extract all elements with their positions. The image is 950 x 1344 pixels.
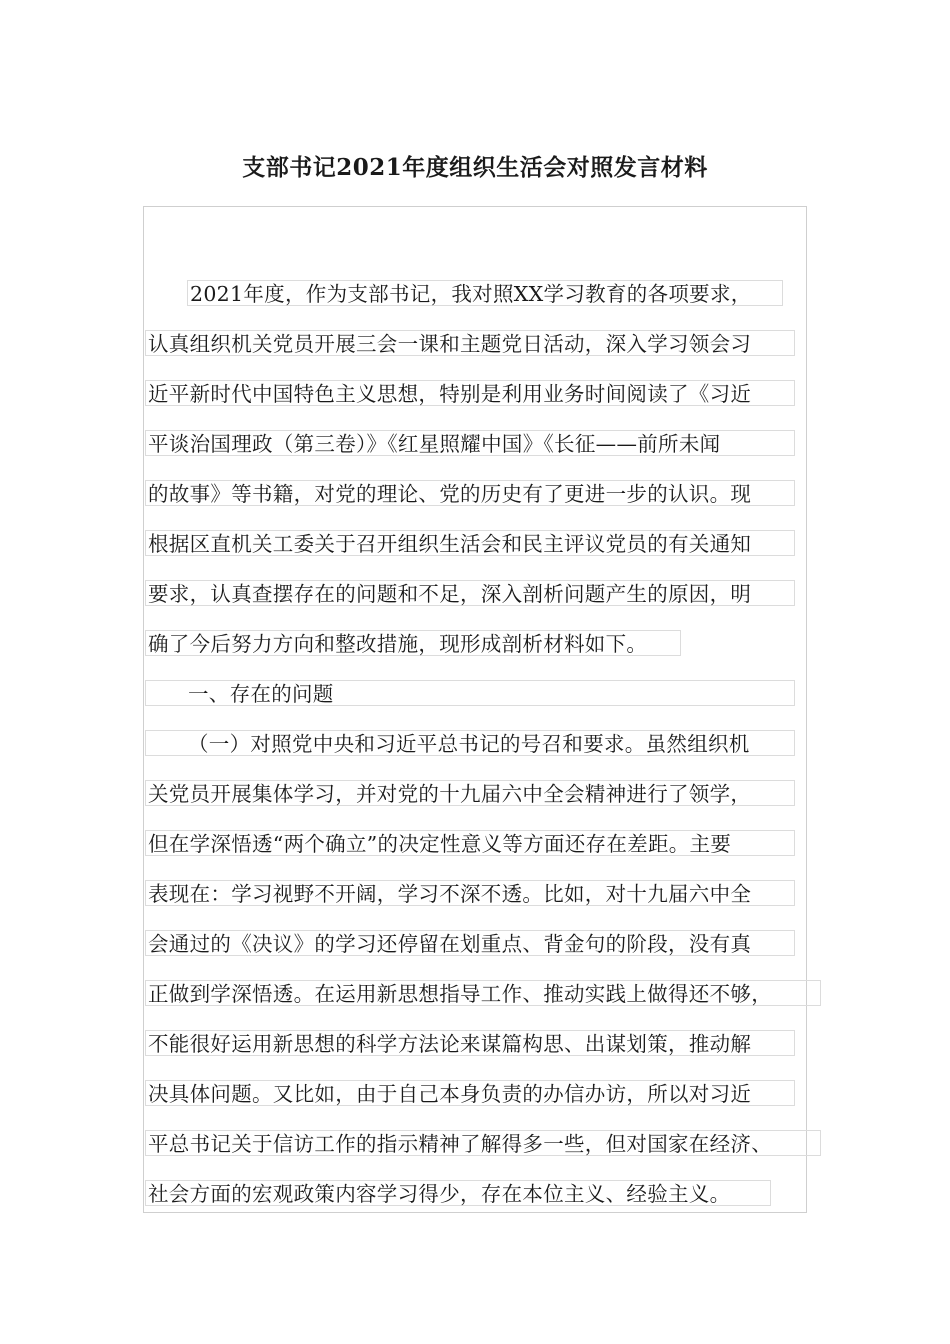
text-line: 表现在：学习视野不开阔，学习不深不透。比如，对十九届六中全 [145,880,795,906]
text-line: 会通过的《决议》的学习还停留在划重点、背金句的阶段，没有真 [145,930,795,956]
text-line: 2021年度，作为支部书记，我对照XX学习教育的各项要求， [187,280,783,306]
text-line: 关党员开展集体学习，并对党的十九届六中全会精神进行了领学， [145,780,795,806]
text-line: 要求，认真查摆存在的问题和不足，深入剖析问题产生的原因，明 [145,580,795,606]
text-line: 社会方面的宏观政策内容学习得少，存在本位主义、经验主义。 [145,1180,771,1206]
text-line: 的故事》等书籍，对党的理论、党的历史有了更进一步的认识。现 [145,480,795,506]
text-line: 平总书记关于信访工作的指示精神了解得多一些，但对国家在经济、 [145,1130,821,1156]
text-line: 近平新时代中国特色主义思想，特别是利用业务时间阅读了《习近 [145,380,795,406]
text-frame [143,206,807,1213]
text-line: 但在学深悟透“两个确立”的决定性意义等方面还存在差距。主要 [145,830,795,856]
text-line: 决具体问题。又比如，由于自己本身负责的办信办访，所以对习近 [145,1080,795,1106]
text-line: 平谈治国理政（第三卷）》《红星照耀中国》《长征——前所未闻 [145,430,795,456]
text-line: 根据区直机关工委关于召开组织生活会和民主评议党员的有关通知 [145,530,795,556]
section-heading: 一、存在的问题 [145,680,795,706]
text-line: （一）对照党中央和习近平总书记的号召和要求。虽然组织机 [145,730,795,756]
text-line: 正做到学深悟透。在运用新思想指导工作、推动实践上做得还不够， [145,980,821,1006]
text-line: 认真组织机关党员开展三会一课和主题党日活动，深入学习领会习 [145,330,795,356]
text-line: 不能很好运用新思想的科学方法论来谋篇构思、出谋划策，推动解 [145,1030,795,1056]
text-line: 确了今后努力方向和整改措施，现形成剖析材料如下。 [145,630,681,656]
document-title: 支部书记2021年度组织生活会对照发言材料 [242,154,708,181]
